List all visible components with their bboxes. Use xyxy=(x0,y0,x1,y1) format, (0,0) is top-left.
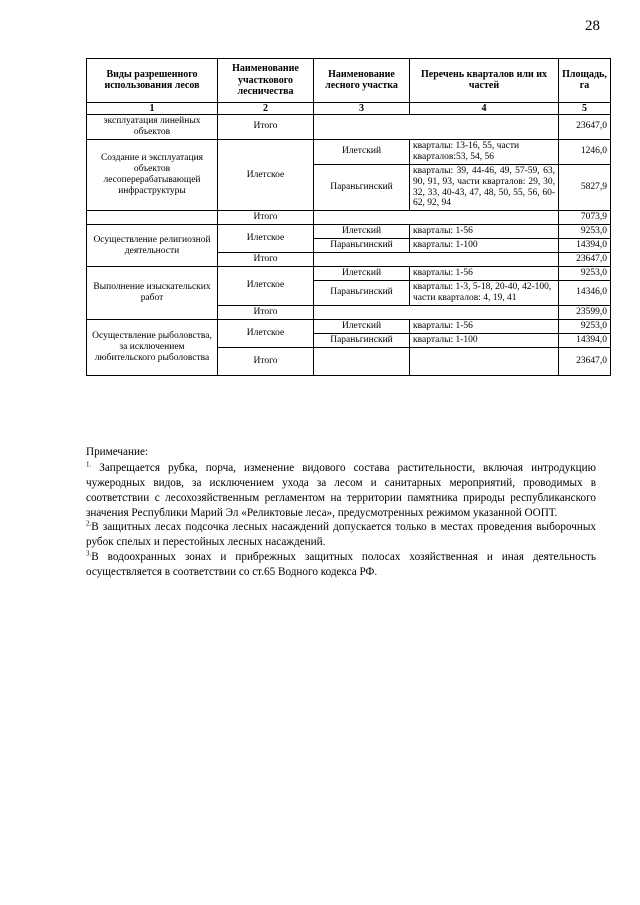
area-cell: 23647,0 xyxy=(559,115,611,140)
use-type-cell: эксплуатация линейных объектов xyxy=(87,115,218,140)
quarters-cell: кварталы: 1-56 xyxy=(410,267,559,281)
table-row xyxy=(87,139,611,164)
empty-cell xyxy=(314,305,559,319)
area-cell: 14394,0 xyxy=(559,239,611,253)
area-cell: 7073,9 xyxy=(559,211,611,225)
area-cell: 14394,0 xyxy=(559,333,611,347)
plot-cell: Параньгинский xyxy=(314,333,410,347)
quarters-cell: кварталы: 13-16, 55, части кварталов:53, 54, 56 xyxy=(410,139,559,164)
area-cell: 23599,0 xyxy=(559,305,611,319)
header-quarters: Перечень кварталов или их частей xyxy=(410,59,559,103)
plot-cell: Илетский xyxy=(314,319,410,333)
table-row xyxy=(87,267,611,281)
note-2-text: В защитных лесах подсочка лесных насаждений допускается только в местах проведения выборочных рубок спелых и перестойных лесных насаждений. xyxy=(86,521,596,549)
area-cell: 23647,0 xyxy=(559,347,611,375)
table-header-row xyxy=(87,59,611,103)
plot-cell: Илетский xyxy=(314,139,410,164)
col-number: 1 xyxy=(87,102,218,115)
note-3 xyxy=(86,550,596,580)
quarters-cell: кварталы: 1-3, 5-18, 20-40, 42-100, части кварталов: 4, 19, 41 xyxy=(410,280,559,305)
page-number: 28 xyxy=(585,18,600,34)
area-cell: 5827,9 xyxy=(559,164,611,211)
header-area: Площадь, га xyxy=(559,59,611,103)
header-forest-plot: Наименование лесного участка xyxy=(314,59,410,103)
header-forestry: Наименование участкового лесничества xyxy=(218,59,314,103)
area-cell: 14346,0 xyxy=(559,280,611,305)
forestry-cell: Илетское xyxy=(218,225,314,253)
note-1-mark: 1. xyxy=(86,460,92,469)
column-number-row xyxy=(87,102,611,115)
forestry-cell: Илетское xyxy=(218,139,314,211)
area-cell: 23647,0 xyxy=(559,253,611,267)
table-row xyxy=(87,115,611,140)
empty-cell xyxy=(314,211,559,225)
quarters-cell: кварталы: 1-56 xyxy=(410,319,559,333)
col-number: 4 xyxy=(410,102,559,115)
notes-title: Примечание: xyxy=(86,446,149,458)
note-2-mark: 2. xyxy=(86,519,92,528)
use-type-cell: Создание и эксплуатация объектов лесоперерабатывающей инфраструктуры xyxy=(87,139,218,211)
itogo-cell: Итого xyxy=(218,211,314,225)
itogo-cell: Итого xyxy=(218,305,314,319)
header-use-type: Виды разрешенного использования лесов xyxy=(87,59,218,103)
note-3-mark: 3. xyxy=(86,549,92,558)
use-type-cell: Осуществление рыболовства, за исключением любительского рыболовства xyxy=(87,319,218,375)
area-cell: 1246,0 xyxy=(559,139,611,164)
empty-cell xyxy=(314,253,559,267)
plot-cell: Параньгинский xyxy=(314,164,410,211)
table-row xyxy=(87,211,611,225)
forestry-cell: Илетское xyxy=(218,267,314,306)
note-1-text: Запрещается рубка, порча, изменение видового состава растительности, включая интродукцию чужеродных видов, за исключением ухода за лесом и санитарных мероприятий, проводимых в соответствии с лесохозяйственным регламентом на территории памятника природы республиканского значения Республики Марий Эл «Реликтовые леса», предусмотренных режимом указанной ООПТ. xyxy=(86,461,596,519)
quarters-cell: кварталы: 1-56 xyxy=(410,225,559,239)
area-cell: 9253,0 xyxy=(559,267,611,281)
itogo-cell: Итого xyxy=(218,253,314,267)
note-1 xyxy=(86,461,596,521)
forest-use-table xyxy=(86,58,611,376)
col-number: 3 xyxy=(314,102,410,115)
quarters-cell: кварталы: 1-100 xyxy=(410,239,559,253)
area-cell: 9253,0 xyxy=(559,319,611,333)
plot-cell: Илетский xyxy=(314,267,410,281)
plot-cell: Параньгинский xyxy=(314,239,410,253)
note-2 xyxy=(86,520,596,550)
itogo-cell: Итого xyxy=(218,347,314,375)
empty-cell xyxy=(87,211,218,225)
empty-cell xyxy=(314,115,559,140)
note-3-text: В водоохранных зонах и прибрежных защитных полосах хозяйственная и иная деятельность осуществляется в соответствии со ст.65 Водного кодекса РФ. xyxy=(86,551,596,579)
plot-cell: Илетский xyxy=(314,225,410,239)
col-number: 5 xyxy=(559,102,611,115)
notes-section xyxy=(86,445,596,580)
table-row xyxy=(87,225,611,239)
area-cell: 9253,0 xyxy=(559,225,611,239)
itogo-cell: Итого xyxy=(218,115,314,140)
use-type-cell: Выполнение изыскательских работ xyxy=(87,267,218,320)
quarters-cell: кварталы: 1-100 xyxy=(410,333,559,347)
forestry-cell: Илетское xyxy=(218,319,314,347)
quarters-cell: кварталы: 39, 44-46, 49, 57-59, 63, 90, 91, 93, части кварталов: 29, 30, 32, 33, 40-43, 47, 48, 50, 55, 56, 60-62, 92, 94 xyxy=(410,164,559,211)
empty-cell xyxy=(314,347,410,375)
col-number: 2 xyxy=(218,102,314,115)
empty-cell xyxy=(410,347,559,375)
use-type-cell: Осуществление религиозной деятельности xyxy=(87,225,218,267)
plot-cell: Параньгинский xyxy=(314,280,410,305)
table-row xyxy=(87,319,611,333)
